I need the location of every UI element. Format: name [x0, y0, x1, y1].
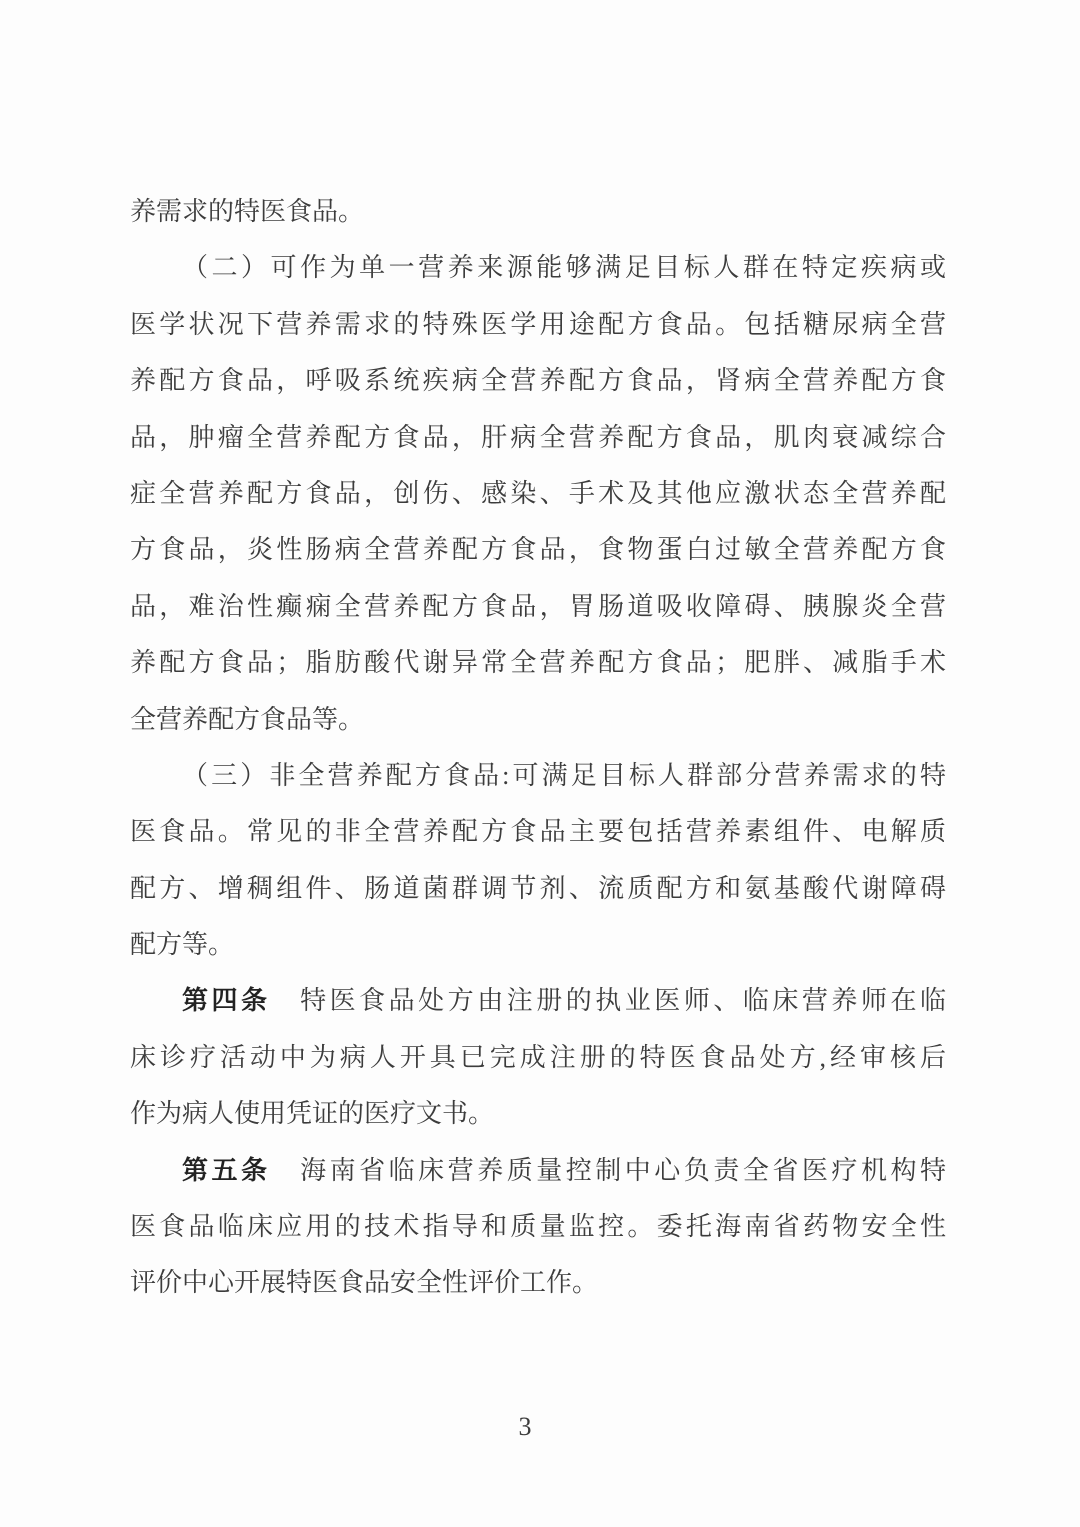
text-segment: 养配方食品，呼吸系统疾病全营养配方食品，肾病全营养配方食	[130, 366, 946, 396]
text-line	[130, 1030, 946, 1086]
article-number: 第五条	[182, 1155, 271, 1185]
text-segment: 症全营养配方食品，创伤、感染、手术及其他应激状态全营养配	[130, 478, 946, 508]
text-segment: 医食品。常见的非全营养配方食品主要包括营养素组件、电解质	[130, 817, 946, 847]
text-segment: 配方、增稠组件、肠道菌群调节剂、流质配方和氨基酸代谢障碍	[130, 873, 946, 903]
text-line	[130, 973, 946, 1029]
page-number: 3	[518, 1412, 532, 1441]
text-segment: 养需求的特医食品。	[130, 197, 365, 226]
text-segment: 医食品临床应用的技术指导和质量监控。委托海南省药物安全性	[130, 1212, 946, 1242]
text-line	[130, 466, 946, 522]
text-segment: 作为病人使用凭证的医疗文书。	[130, 1099, 495, 1129]
text-line	[130, 635, 946, 691]
text-segment: 养配方食品；脂肪酸代谢异常全营养配方食品；肥胖、减脂手术	[130, 648, 946, 678]
article-number: 第四条	[182, 986, 271, 1016]
text-segment: 床诊疗活动中为病人开具已完成注册的特医食品处方,经审核后	[130, 1042, 946, 1072]
text-line	[130, 240, 946, 296]
text-line	[130, 353, 946, 409]
text-segment: （二）可作为单一营养来源能够满足目标人群在特定疾病或	[182, 253, 946, 283]
text-line	[130, 297, 946, 353]
text-segment: 品，肿瘤全营养配方食品，肝病全营养配方食品，肌肉衰减综合	[130, 422, 946, 452]
text-line	[130, 1199, 946, 1255]
text-segment: 医学状况下营养需求的特殊医学用途配方食品。包括糖尿病全营	[130, 309, 946, 339]
text-line	[130, 522, 946, 578]
text-segment: 方食品，炎性肠病全营养配方食品，食物蛋白过敏全营养配方食	[130, 535, 946, 565]
text-line	[130, 1255, 946, 1311]
text-segment: 海南省临床营养质量控制中心负责全省医疗机构特	[270, 1155, 946, 1185]
document-body	[130, 184, 946, 1312]
text-line	[130, 579, 946, 635]
text-line	[130, 410, 946, 466]
text-segment: 品，难治性癫痫全营养配方食品，胃肠道吸收障碍、胰腺炎全营	[130, 591, 946, 621]
text-segment: 特医食品处方由注册的执业医师、临床营养师在临	[270, 986, 946, 1016]
text-line	[130, 748, 946, 804]
text-line	[130, 692, 946, 748]
text-line	[130, 917, 946, 973]
text-line	[130, 1143, 946, 1199]
text-line	[130, 861, 946, 917]
text-line	[130, 184, 946, 240]
text-segment: 评价中心开展特医食品安全性评价工作。	[130, 1268, 599, 1298]
text-segment: （三）非全营养配方食品:可满足目标人群部分营养需求的特	[182, 760, 946, 790]
text-line	[130, 804, 946, 860]
text-line	[130, 1086, 946, 1142]
text-segment: 配方等。	[130, 930, 235, 960]
text-segment: 全营养配方食品等。	[130, 704, 365, 734]
